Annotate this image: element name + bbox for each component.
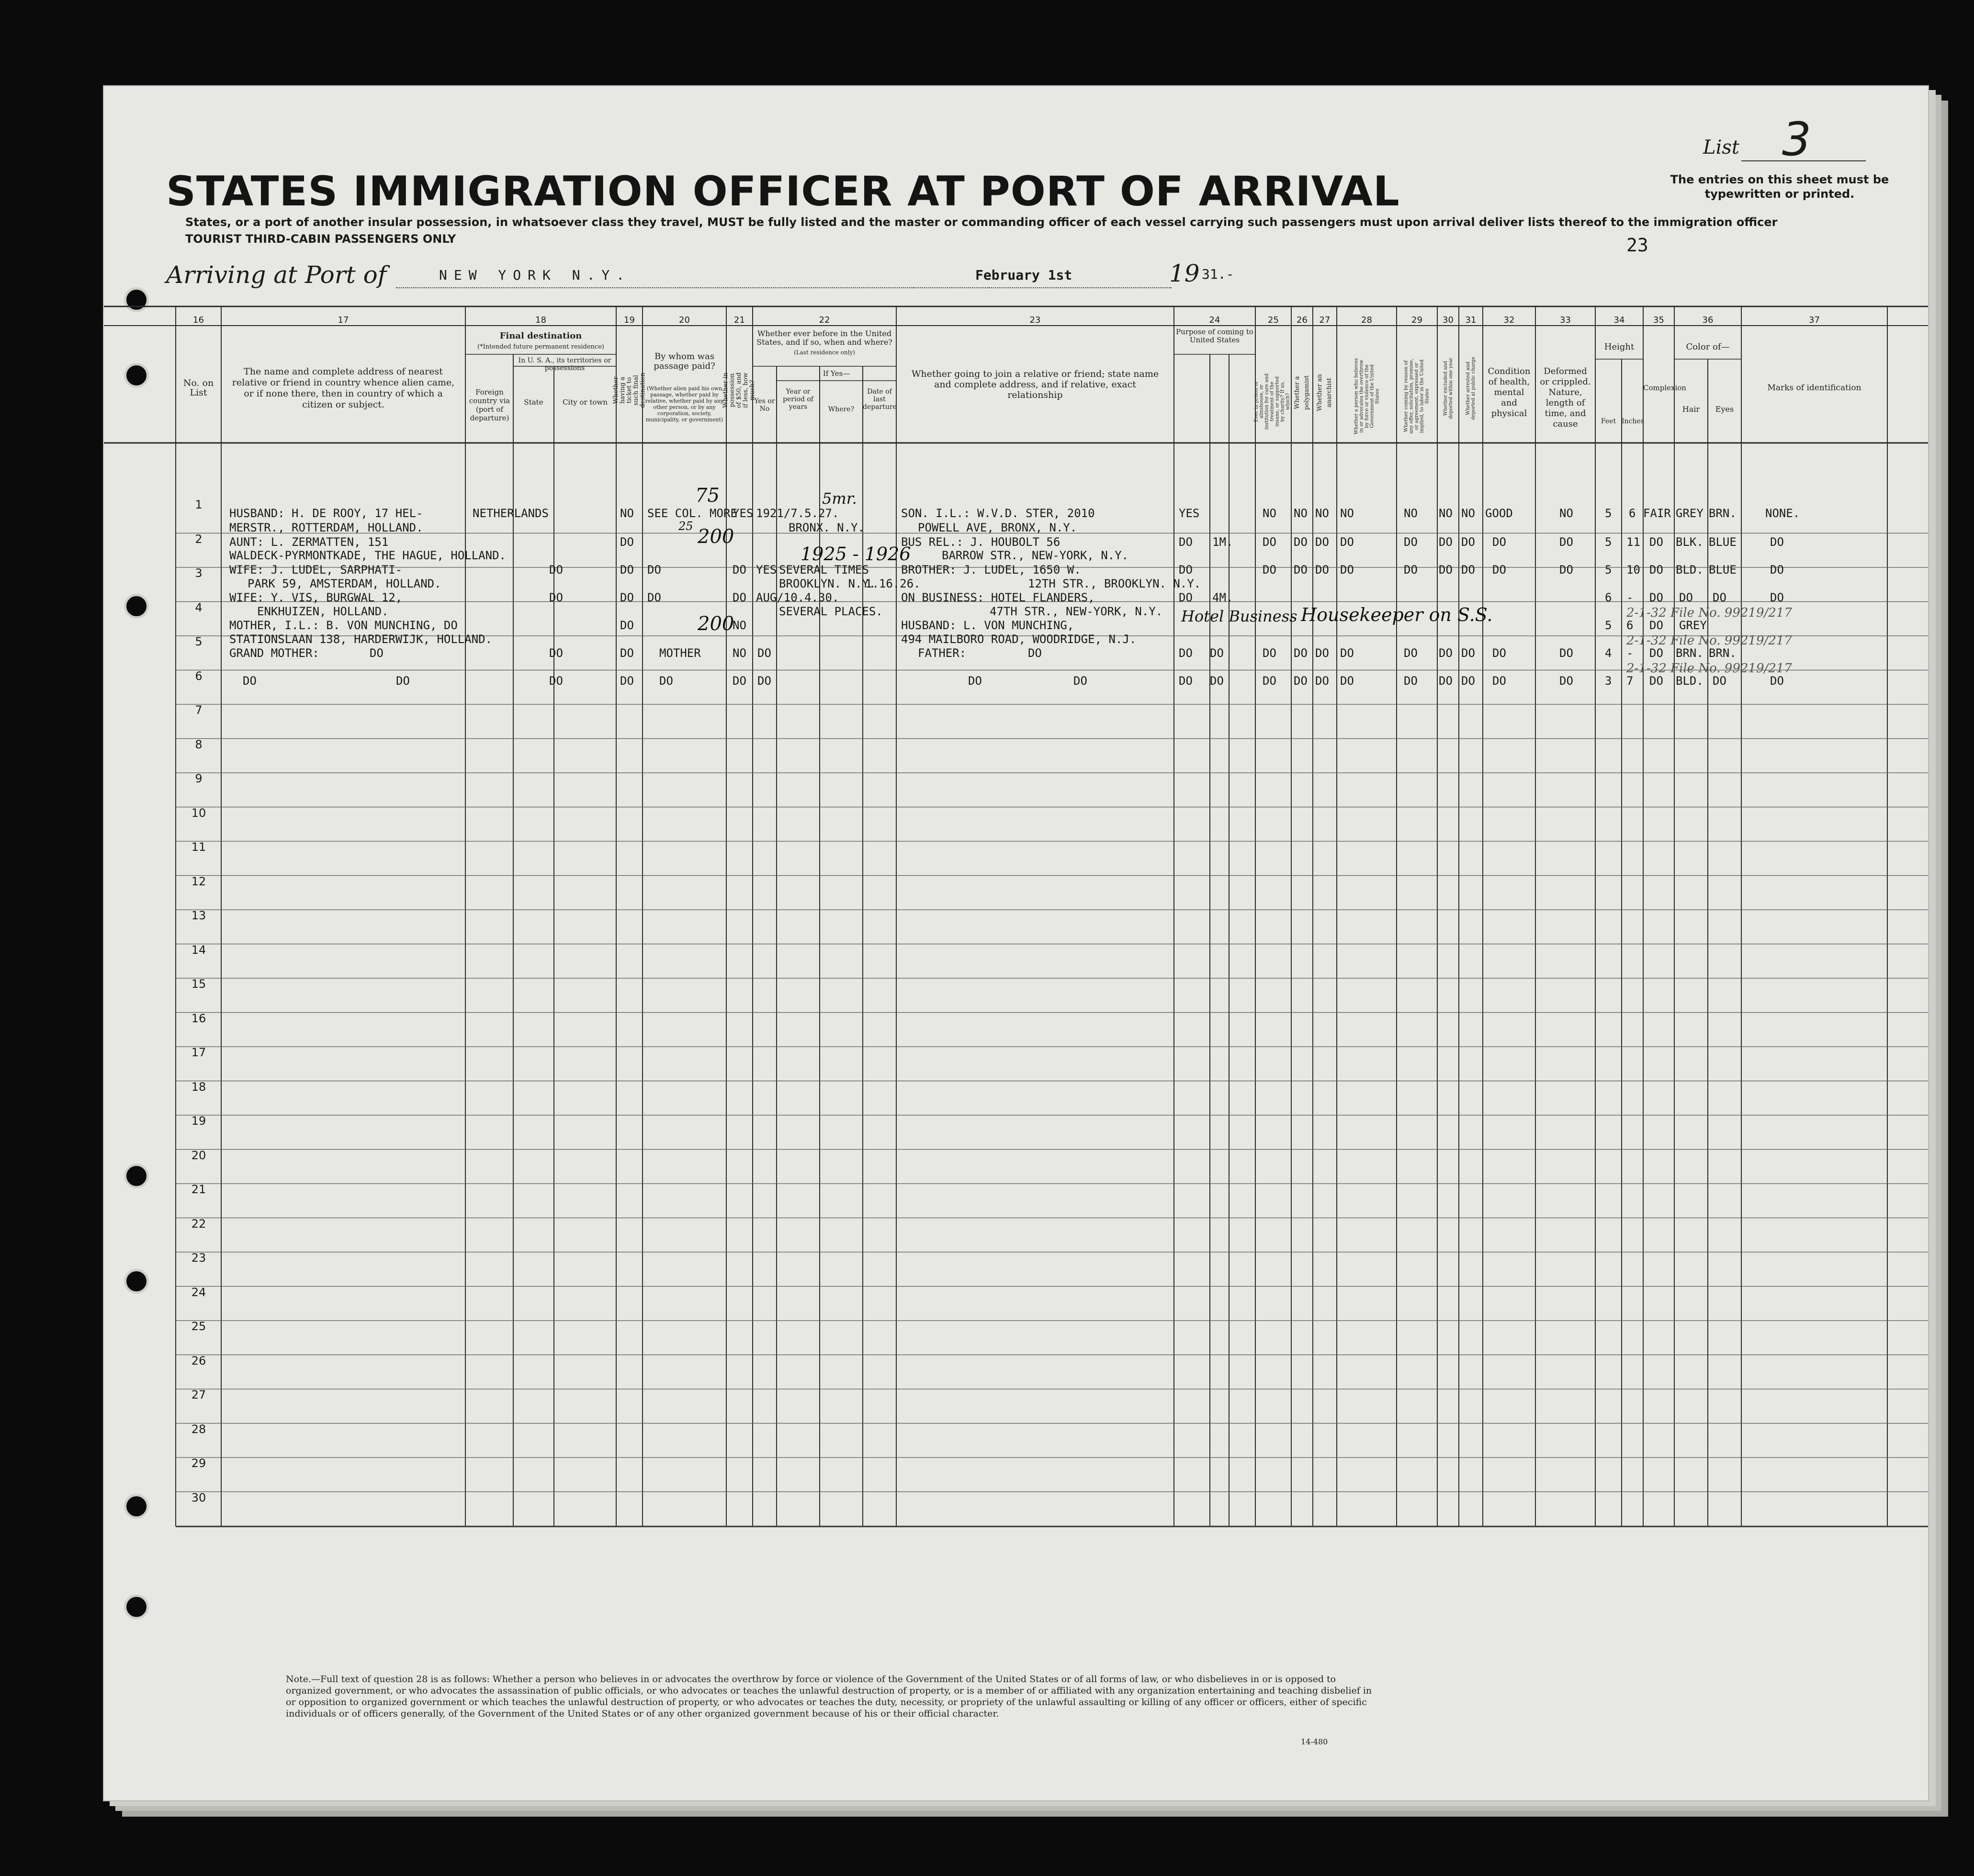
row2-q26: DO [1294,535,1308,549]
row2-q28: DO [1340,535,1354,549]
row1-marks: NONE. [1765,507,1800,520]
row1-ticket: NO [620,507,634,520]
row2-relative-cont: MERSTR., ROTTERDAM, HOLLAND. [229,521,423,534]
row3-complexion: DO [1649,563,1663,576]
row4-relative: WIFE: Y. VIS, BURGWAL 12, [229,591,403,604]
row2-q27: DO [1315,535,1329,549]
row3-join: BROTHER: J. LUDEL, 1650 W. [901,563,1081,576]
row1-q31: NO [1461,507,1475,520]
row6-purpose: DO [1179,646,1193,660]
row-number: 11 [191,840,206,854]
row1-inches: 6 [1629,507,1636,520]
row6-money: NO [733,646,746,660]
row4-marks: DO [1770,591,1784,604]
header-final-destination-note: (*Intended future permanent residence) [477,343,604,350]
row6-eyes: BRN. [1709,646,1737,660]
header-passage-paid: By whom was passage paid? [654,351,715,371]
row1-q26: NO [1294,507,1308,520]
column-number: 32 [1503,315,1515,325]
row-number: 24 [191,1285,206,1299]
row7-q31: DO [1461,674,1475,688]
row7-marks: DO [1770,674,1784,688]
row-number: 19 [191,1114,206,1128]
row-number: 29 [191,1457,206,1470]
header-no-on-list: No. on List [183,378,214,398]
row7-q26: DO [1294,674,1308,688]
list-number: 3 [1782,113,1812,166]
row6-q29: DO [1404,646,1418,660]
header-hair: Hair [1682,405,1700,414]
row2-deformed: DO [1559,535,1573,549]
row6-feet: 4 [1605,646,1612,660]
row-number: 16 [191,1011,206,1025]
row7-before: DO [757,674,771,688]
row6-inches: - [1626,646,1634,660]
table-grid [104,86,1928,1800]
row1-year: 1921/7.5.27. [756,507,839,520]
row4-paid: DO [647,591,661,604]
row4-ticket: DO [620,591,634,604]
header-final-destination: Final destination [499,331,582,341]
row7-q28: DO [1340,674,1354,688]
row3-ticket: DO [620,563,634,576]
row2-q29: DO [1404,535,1418,549]
row3-purpose: DO [1179,563,1193,576]
column-number: 20 [679,315,690,325]
form-number: 14-480 [1301,1737,1328,1746]
row4-length: 4M. [1212,591,1233,604]
row-number: 27 [191,1388,206,1401]
header-last-departure: Date of last departure [863,388,897,411]
row3-paid: DO [647,563,661,576]
column-number: 17 [338,315,349,325]
header-anarchist: Whether an anarchist [1316,374,1333,411]
row2-join: BUS REL.: J. HOUBOLT 56 [901,535,1060,549]
column-number: 35 [1653,315,1664,325]
row4-where: BROOKLYN. N.Y. [779,577,876,590]
row4-feet: 6 [1605,591,1612,604]
column-number: 28 [1361,315,1372,325]
handwritten-note: Housekeeper on S.S. [1301,604,1493,625]
row-number: 21 [191,1183,206,1196]
handwritten-note: 200 [698,526,734,548]
header-labor-offer: Whether coming by reason of any offer, solicitation, promise, or agreement, expressed or implied, to labor in the United States [1403,359,1430,434]
row-number: 14 [191,943,206,957]
row1-join: SON. I.L.: W.V.D. STER, 2010 [901,507,1095,520]
row1-q29: NO [1404,507,1418,520]
row7-paid: DO [659,674,673,688]
row2-relative: AUNT: L. ZERMATTEN, 151 [229,535,389,549]
row6-health: DO [1492,646,1506,660]
row7-length: DO [1210,674,1224,688]
row7-join: DO [968,674,982,688]
row5-relative: MOTHER, I.L.: B. VON MUNCHING, DO [229,619,458,632]
column-number: 19 [624,315,635,325]
row7-q27: DO [1315,674,1329,688]
header-relative-address: The name and complete address of nearest relative or friend in country whence alien came, or if none there, then in country of which a citizen or subject. [232,366,455,410]
column-number: 21 [734,315,745,325]
header-health: Condition of health, mental and physical [1488,366,1531,418]
header-feet: Feet [1601,418,1616,425]
row-number: 3 [195,566,203,580]
row1-health: GOOD [1485,507,1513,520]
row-number: 10 [191,806,206,820]
row6-country: DO [549,646,563,660]
row4-relative-cont: PARK 59, AMSTERDAM, HOLLAND. [248,577,441,590]
row4-year: AUG/10.4.30. [756,591,839,604]
row4-country: DO [549,591,563,604]
row3-deformed: DO [1559,563,1573,576]
header-in-usa: In U. S. A., its territories or possessions [518,357,611,372]
row2-complexion: DO [1649,535,1663,549]
column-number: 23 [1029,315,1041,325]
row7-relative: DO [243,674,257,688]
row6-relative-do: DO [370,646,384,660]
column-number: 22 [819,315,830,325]
row6-q27: DO [1315,646,1329,660]
handwritten-note: 25 [678,520,693,533]
row6-relative-cont: STATIONSLAAN 138, HARDERWIJK, HOLLAND. [229,633,493,646]
year-prefix: 19 [1169,260,1200,287]
header-overthrow: Whether a person who believes in or advocates the overthrow by force or violence of the Government of the United States [1354,358,1380,435]
instructions-text: States, or a port of another insular possession, in whatsoever class they travel, MUST be fully listed and the master or commanding officer of each vessel carrying such passengers must upon arrival deliver lists thereof to the immigration officer [185,215,1778,229]
row2-purpose: DO [1179,535,1193,549]
column-number: 30 [1443,315,1454,325]
row5-money: NO [733,619,746,632]
row3-hair: BLD. [1676,563,1703,576]
row-number: 18 [191,1080,206,1094]
header-height: Height [1604,342,1635,352]
row6-q30: DO [1439,646,1453,660]
row-number: 26 [191,1354,206,1367]
row3-q29: DO [1404,563,1418,576]
row5-join: HUSBAND: L. VON MUNCHING, [901,619,1074,632]
row6-complexion: DO [1649,646,1663,660]
header-excluded: Whether excluded and deported within one year [1443,358,1454,419]
row3-year: SEVERAL TIMES [779,563,869,576]
header-eyes: Eyes [1715,405,1734,414]
row7-inches: 7 [1626,674,1634,688]
row7-purpose: DO [1179,674,1193,688]
row2-where: BRONX. N.Y. [789,521,865,534]
row6-q26: DO [1294,646,1308,660]
file-number-stamp: 2-1-32 File No. 99219/217 [1626,606,1792,620]
row7-country: DO [549,674,563,688]
header-ever-before-note: (Last residence only) [794,349,855,356]
row6-join-cont: 494 MAILBORO ROAD, WOODRIDGE, N.J. [901,633,1137,646]
row7-q29: DO [1404,674,1418,688]
header-complexion: Complexion [1643,384,1686,392]
header-state: State [524,398,543,407]
footnote: Note.—Full text of question 28 is as follows: Whether a person who believes in or advocates the overthrow by force or violence of the Government of the United States or of all forms of law, or who disbelieves in or is opposed to organized government, or who advocates the assassination of public officials, or who advocates or teaches the unlawful destruction of property, or is a member of or affiliated with any organization entertaining and teaching disbelief in or opposition to organized government or which teaches the unlawful destruction of property, or who advocates or teaches the duty, necessity, or propriety of the unlawful assaulting or killing of any officer or officers, either of specific individuals or of officers generally, of the Government of the United States or of any other organized government because of his or their official character. [286,1674,1372,1719]
header-purpose: Purpose of coming to United States [1176,328,1253,344]
row1-eyes: BRN. [1709,507,1737,520]
row7-deformed: DO [1559,674,1573,688]
row7-money: DO [733,674,746,688]
column-number: 27 [1319,315,1331,325]
row5-hair: GREY [1679,619,1707,632]
row2-marks: DO [1770,535,1784,549]
header-marks: Marks of identification [1767,383,1861,393]
row6-relative: GRAND MOTHER: [229,646,319,660]
column-number: 29 [1411,315,1422,325]
row-number: 1 [195,498,203,511]
row5-complexion: DO [1649,619,1663,632]
row-number: 4 [195,600,203,614]
row3-marks: DO [1770,563,1784,576]
row3-inches: 10 [1626,563,1640,576]
header-polygamist: Whether a polygamist [1294,375,1310,410]
header-passage-paid-note: (Whether alien paid his own passage, whether paid by relative, whether paid by any other person, or by any corporation, society, municipality, or government) [645,385,724,423]
row1-purpose: YES [1179,507,1200,520]
manifest-sheet [103,85,1929,1801]
row2-q30: DO [1439,535,1453,549]
row-number: 9 [195,772,203,785]
handwritten-note: 1925 - 1926 [801,543,911,565]
row-number: 28 [191,1422,206,1436]
row7-ticket: DO [620,674,634,688]
row7-health: DO [1492,674,1506,688]
row4-inches: - [1626,591,1634,604]
row2-hair: BLK. [1676,535,1703,549]
row3-yes: YES [756,563,777,576]
row4-date: 1.16.26. [865,577,921,590]
row2-eyes: BLUE [1709,535,1737,549]
row2-join-cont: POWELL AVE, BRONX, N.Y. [918,521,1077,534]
row2-q25: DO [1263,535,1276,549]
port-value: NEW YORK N.Y. [439,267,632,283]
row6-join: FATHER: [918,646,967,660]
row3-q27: DO [1315,563,1329,576]
row1-complexion: FAIR [1643,507,1671,520]
row2-health: DO [1492,535,1506,549]
row1-q27: NO [1315,507,1329,520]
header-arrested: Whether arrested and deported at public charge [1466,357,1476,420]
file-number-stamp: 2-1-32 File No. 99219/217 [1626,661,1792,676]
header-ticket: Whether having a ticket to such final destination [612,373,646,408]
row6-before: DO [757,646,771,660]
row1-hair: GREY [1676,507,1703,520]
row-number: 15 [191,977,206,991]
row2-q31: DO [1461,535,1475,549]
row6-q28: DO [1340,646,1354,660]
row3-q28: DO [1340,563,1354,576]
row3-q31: DO [1461,563,1475,576]
row-number: 12 [191,874,206,888]
row2-length: 1M. [1212,535,1233,549]
row3-health: DO [1492,563,1506,576]
row3-money: DO [733,563,746,576]
row3-q26: DO [1294,563,1308,576]
row2-feet: 5 [1605,535,1612,549]
handwritten-note: 75 [695,485,720,507]
row1-relative: HUSBAND: H. DE ROOY, 17 HEL- [229,507,423,520]
row6-ticket: DO [620,646,634,660]
row5-where: SEVERAL PLACES. [779,605,883,618]
row4-eyes: DO [1713,591,1726,604]
handwritten-note: 5mr. [822,489,857,508]
row5-inches: 6 [1626,619,1634,632]
column-number: 26 [1297,315,1308,325]
passenger-class-label: TOURIST THIRD-CABIN PASSENGERS ONLY [185,232,456,246]
sheet-number: 23 [1626,235,1648,256]
row7-complexion: DO [1649,674,1663,688]
row3-join-cont: BARROW STR., NEW-YORK, N.Y. [942,549,1129,562]
row6-length: DO [1210,646,1224,660]
row7-eyes: DO [1713,674,1726,688]
row6-deformed: DO [1559,646,1573,660]
row2-inches: 11 [1626,535,1640,549]
header-money: Whether in possession of $50, and if less, how much? [722,372,756,408]
row6-hair: BRN. [1676,646,1703,660]
header-where: Where? [828,406,855,413]
row3-relative-cont: WALDECK-PYRMONTKADE, THE HAGUE, HOLLAND. [229,549,506,562]
column-number: 16 [193,315,204,325]
row2-ticket: DO [620,535,634,549]
row7-q25: DO [1263,674,1276,688]
column-number: 36 [1702,315,1714,325]
row6-q31: DO [1461,646,1475,660]
row5-relative-cont: ENKHUIZEN, HOLLAND. [257,605,389,618]
header-if-yes: If Yes— [823,369,850,378]
row4-join-cont: 12TH STR., BROOKLYN. N.Y. [1028,577,1201,590]
row4-hair: DO [1679,591,1693,604]
row7-hair: BLD. [1676,674,1703,688]
handwritten-note: Hotel Business [1181,607,1297,625]
row1-q25: NO [1263,507,1276,520]
list-label: List [1703,136,1739,158]
year-suffix: 31.- [1202,266,1234,282]
entries-note: The entries on this sheet must be typewritten or printed. [1670,173,1889,201]
header-inches: Inches [1622,418,1644,425]
row3-country: DO [549,563,563,576]
row4-money: DO [733,591,746,604]
row-number: 17 [191,1046,206,1059]
row-number: 13 [191,909,206,922]
row4-purpose: DO [1179,591,1193,604]
row-number: 8 [195,737,203,751]
row5-feet: 5 [1605,619,1612,632]
row7-join-do: DO [1073,674,1087,688]
header-foreign-country: Foreign country via (port of departure) [469,388,510,422]
header-going-to-join: Whether going to join a relative or friend; state name and complete address, and if relative, exact relationship [911,369,1159,400]
page-title: STATES IMMIGRATION OFFICER AT PORT OF ARRIVAL [166,168,1400,215]
row-number: 22 [191,1217,206,1231]
column-number: 31 [1465,315,1477,325]
column-number: 25 [1268,315,1279,325]
column-number: 33 [1560,315,1571,325]
column-number: 34 [1613,315,1625,325]
row-number: 7 [195,703,203,717]
row3-q25: DO [1263,563,1276,576]
row5-ticket: DO [620,619,634,632]
header-yes-no: Yes or No [754,397,775,413]
row1-money: YES [733,507,754,520]
handwritten-note: 200 [698,613,734,635]
row-number: 23 [191,1251,206,1265]
row-number: 6 [195,669,203,683]
header-prison: Ever in prison or almshouse, or institution for care and treatment of the insane, or supported by charity? If so, which? [1253,373,1291,430]
row1-q30: NO [1439,507,1453,520]
row1-deformed: NO [1559,507,1573,520]
header-city: City or town [562,398,608,407]
file-number-stamp: 2-1-32 File No. 99219/217 [1626,633,1792,648]
row-number: 30 [191,1491,206,1504]
row7-q30: DO [1439,674,1453,688]
row7-feet: 3 [1605,674,1612,688]
date-value: February 1st [975,267,1072,283]
row4-join: ON BUSINESS: HOTEL FLANDERS, [901,591,1095,604]
column-number: 24 [1209,315,1220,325]
row3-eyes: BLUE [1709,563,1737,576]
row3-relative: WIFE: J. LUDEL, SARPHATI- [229,563,403,576]
row5-join-cont: 47TH STR., NEW-YORK, N.Y. [990,605,1163,618]
header-year: Year or period of years [783,388,813,411]
column-number: 37 [1809,315,1820,325]
header-deformed: Deformed or crippled. Nature, length of time, and cause [1540,366,1591,429]
row1-feet: 5 [1605,507,1612,520]
row1-q28: NO [1340,507,1354,520]
row4-complexion: DO [1649,591,1663,604]
arriving-label: Arriving at Port of [166,261,387,289]
row-number: 25 [191,1320,206,1333]
row6-join-do: DO [1028,646,1042,660]
row-number: 20 [191,1148,206,1162]
row3-feet: 5 [1605,563,1612,576]
header-color-of: Color of— [1686,342,1730,352]
row6-paid: MOTHER [659,646,701,660]
row3-q30: DO [1439,563,1453,576]
row-number: 5 [195,635,203,648]
row7-relative-do: DO [396,674,410,688]
column-number: 18 [535,315,546,325]
row1-paid: SEE COL. MORE [647,507,737,520]
row1-country: NETHERLANDS [473,507,549,520]
row6-q25: DO [1263,646,1276,660]
row-number: 2 [195,532,203,546]
header-ever-before: Whether ever before in the United States, and if so, when and where? [756,329,892,347]
